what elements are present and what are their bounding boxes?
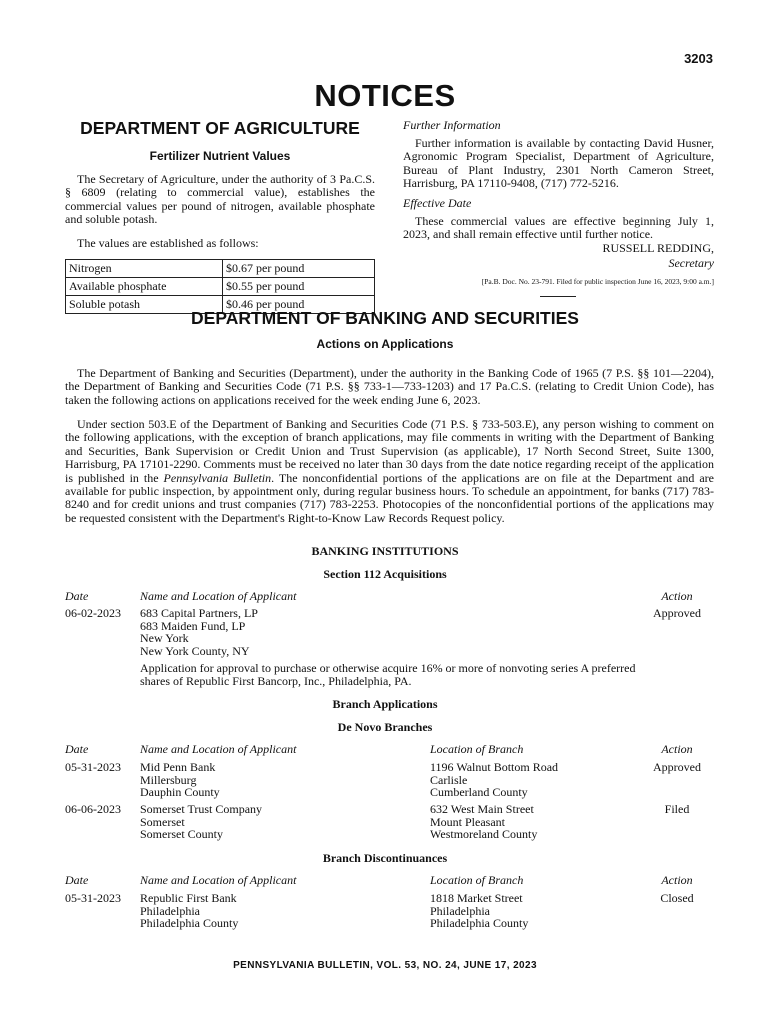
value-cell: $0.55 per pound — [223, 278, 375, 296]
agriculture-department-heading: DEPARTMENT OF AGRICULTURE — [80, 118, 360, 138]
discontinuance-date: 05-31-2023 — [65, 891, 121, 905]
de-novo-applicant — [140, 761, 220, 799]
col-header-date: Date — [65, 742, 89, 756]
col-header-date: Date — [65, 873, 89, 887]
de-novo-branch — [430, 803, 537, 841]
banking-department-heading: DEPARTMENT OF BANKING AND SECURITIES — [191, 308, 579, 328]
acquisitions-heading: Section 112 Acquisitions — [323, 567, 447, 581]
acquisition-action: Approved — [653, 606, 701, 620]
effective-date-heading: Effective Date — [403, 195, 472, 210]
col-header-applicant: Name and Location of Applicant — [140, 873, 297, 887]
de-novo-date: 05-31-2023 — [65, 760, 121, 774]
applicant-line: 683 Capital Partners, LP — [140, 606, 258, 620]
col-header-location: Location of Branch — [430, 742, 524, 756]
further-info-text: Further information is available by contacting David Husner, Agronomic Program Specialist, Department of Agriculture, Bureau of Plant Industry, 2301 North Cameron Street, Harrisburg, PA 17110-9408, (717) 772-5216. — [403, 136, 714, 191]
col-header-action: Action — [661, 589, 693, 603]
banking-institutions-heading: BANKING INSTITUTIONS — [311, 544, 459, 558]
paragraph-text: Under section 503.E of the Department of Banking and Securities Code (71 P.S. § 733-503.E), any person wishing to comment on the following applications, with the exception of branch applications, may file comments in writing with the Department of Banking and Securities, Bank Supervision or Credit Union and Trust Supervision (as applicable), 17 North Second Street, Suite 1300, Harrisburg, PA 17101-2290. Comments must be received no later than 30 days from the date notice regarding receipt of the application is published in the — [65, 417, 714, 485]
de-novo-branch — [430, 761, 558, 799]
applicant-line: Somerset Trust Company — [140, 802, 263, 816]
acquisition-applicant — [140, 607, 258, 657]
signer-name: RUSSELL REDDING, — [602, 241, 714, 256]
col-header-location: Location of Branch — [430, 873, 524, 887]
applicant-line: Somerset County — [140, 827, 223, 842]
branch-applications-heading: Branch Applications — [332, 697, 438, 711]
branch-line: 1818 Market Street — [430, 891, 523, 905]
paragraph-text: . The nonconfidential portions of the applications are on file at the Department and are available for public inspection, by appointment only, during regular business hours. To schedule an appointment, for banks (717) 783-8240 and for credit unions and trust companies (717) 783-2253. Photocopies of the nonconfidential portions of the applications may be requested consistent with the Department's Right-to-Know Law Records Request policy. — [65, 470, 714, 525]
applicant-line: New York County, NY — [140, 643, 250, 658]
agriculture-established-line: The values are established as follows: — [77, 235, 259, 250]
section-divider — [540, 296, 576, 297]
section-title: NOTICES — [314, 78, 456, 113]
de-novo-applicant — [140, 803, 262, 841]
applicant-line: Dauphin County — [140, 785, 220, 800]
col-header-date: Date — [65, 589, 89, 603]
applicant-line: 683 Maiden Fund, LP — [140, 618, 246, 633]
page-number: 3203 — [684, 51, 713, 66]
col-header-action: Action — [661, 742, 693, 756]
table-row — [66, 278, 375, 296]
signer-title: Secretary — [668, 256, 714, 271]
applicant-line: Somerset — [140, 814, 185, 829]
value-cell: $0.67 per pound — [223, 260, 375, 278]
col-header-applicant: Name and Location of Applicant — [140, 589, 297, 603]
applicant-line: Republic First Bank — [140, 891, 237, 905]
banking-paragraph-1: The Department of Banking and Securities (Department), under the authority in the Banking Code of 1965 (7 P.S. §§ 101—2204), the Department of Banking and Securities Code (71 P.S. §§ 733-1—733-1203) and 17 Pa.C.S. (relating to Credit Union Code), has taken the following actions on applications received for the week ending June 6, 2023. — [65, 366, 714, 407]
discontinuance-applicant — [140, 892, 238, 930]
nutrient-cell: Nitrogen — [66, 260, 223, 278]
col-header-applicant: Name and Location of Applicant — [140, 742, 297, 756]
page-footer: PENNSYLVANIA BULLETIN, VOL. 53, NO. 24, JUNE 17, 2023 — [233, 960, 537, 971]
applicant-line: Philadelphia County — [140, 916, 239, 931]
col-header-action: Action — [661, 873, 693, 887]
de-novo-date: 06-06-2023 — [65, 802, 121, 816]
applicant-line: New York — [140, 631, 189, 646]
agriculture-intro: The Secretary of Agriculture, under the authority of 3 Pa.C.S. § 6809 (relating to commercial value), establishes the commercial values per pound of nitrogen, available phosphate and soluble potash. — [65, 172, 375, 227]
nutrient-cell: Soluble potash — [66, 296, 223, 314]
table-row — [66, 260, 375, 278]
doc-note: [Pa.B. Doc. No. 23-791. Filed for public inspection June 16, 2023, 9:00 a.m.] — [481, 277, 714, 287]
discontinuance-action: Closed — [660, 891, 694, 905]
branch-line: Mount Pleasant — [430, 814, 505, 829]
branch-line: 632 West Main Street — [430, 802, 534, 816]
banking-subtitle: Actions on Applications — [316, 337, 454, 351]
applicant-line: Mid Penn Bank — [140, 760, 216, 774]
banking-paragraph-2 — [65, 418, 714, 525]
de-novo-heading: De Novo Branches — [337, 720, 433, 734]
nutrient-cell: Available phosphate — [66, 278, 223, 296]
discontinuance-branch — [430, 892, 528, 930]
agriculture-notice — [65, 118, 375, 314]
acquisition-date: 06-02-2023 — [65, 606, 121, 620]
further-info-heading: Further Information — [403, 118, 501, 132]
publication-name: Pennsylvania Bulletin — [163, 470, 272, 485]
branch-line: 1196 Walnut Bottom Road — [430, 760, 559, 774]
applicant-line: Millersburg — [140, 772, 197, 787]
applicant-line: Philadelphia — [140, 903, 200, 918]
agriculture-subtitle: Fertilizer Nutrient Values — [149, 149, 291, 163]
branch-line: Philadelphia County — [430, 916, 529, 931]
branch-line: Cumberland County — [430, 785, 528, 800]
effective-date-text: These commercial values are effective beginning July 1, 2023, and shall remain effective until further notice. — [403, 213, 714, 242]
branch-line: Carlisle — [430, 772, 468, 787]
discontinuances-heading: Branch Discontinuances — [322, 851, 448, 865]
branch-line: Westmoreland County — [430, 827, 538, 842]
value-cell: $0.46 per pound — [223, 296, 375, 314]
de-novo-action: Filed — [664, 802, 690, 816]
nutrient-values-table — [65, 259, 375, 314]
acquisition-description: Application for approval to purchase or otherwise acquire 16% or more of nonvoting series A preferred shares of Republic First Bancorp, Inc., Philadelphia, PA. — [140, 661, 636, 688]
de-novo-action: Approved — [653, 760, 701, 774]
branch-line: Philadelphia — [430, 903, 490, 918]
agriculture-notice-continued — [403, 118, 714, 286]
